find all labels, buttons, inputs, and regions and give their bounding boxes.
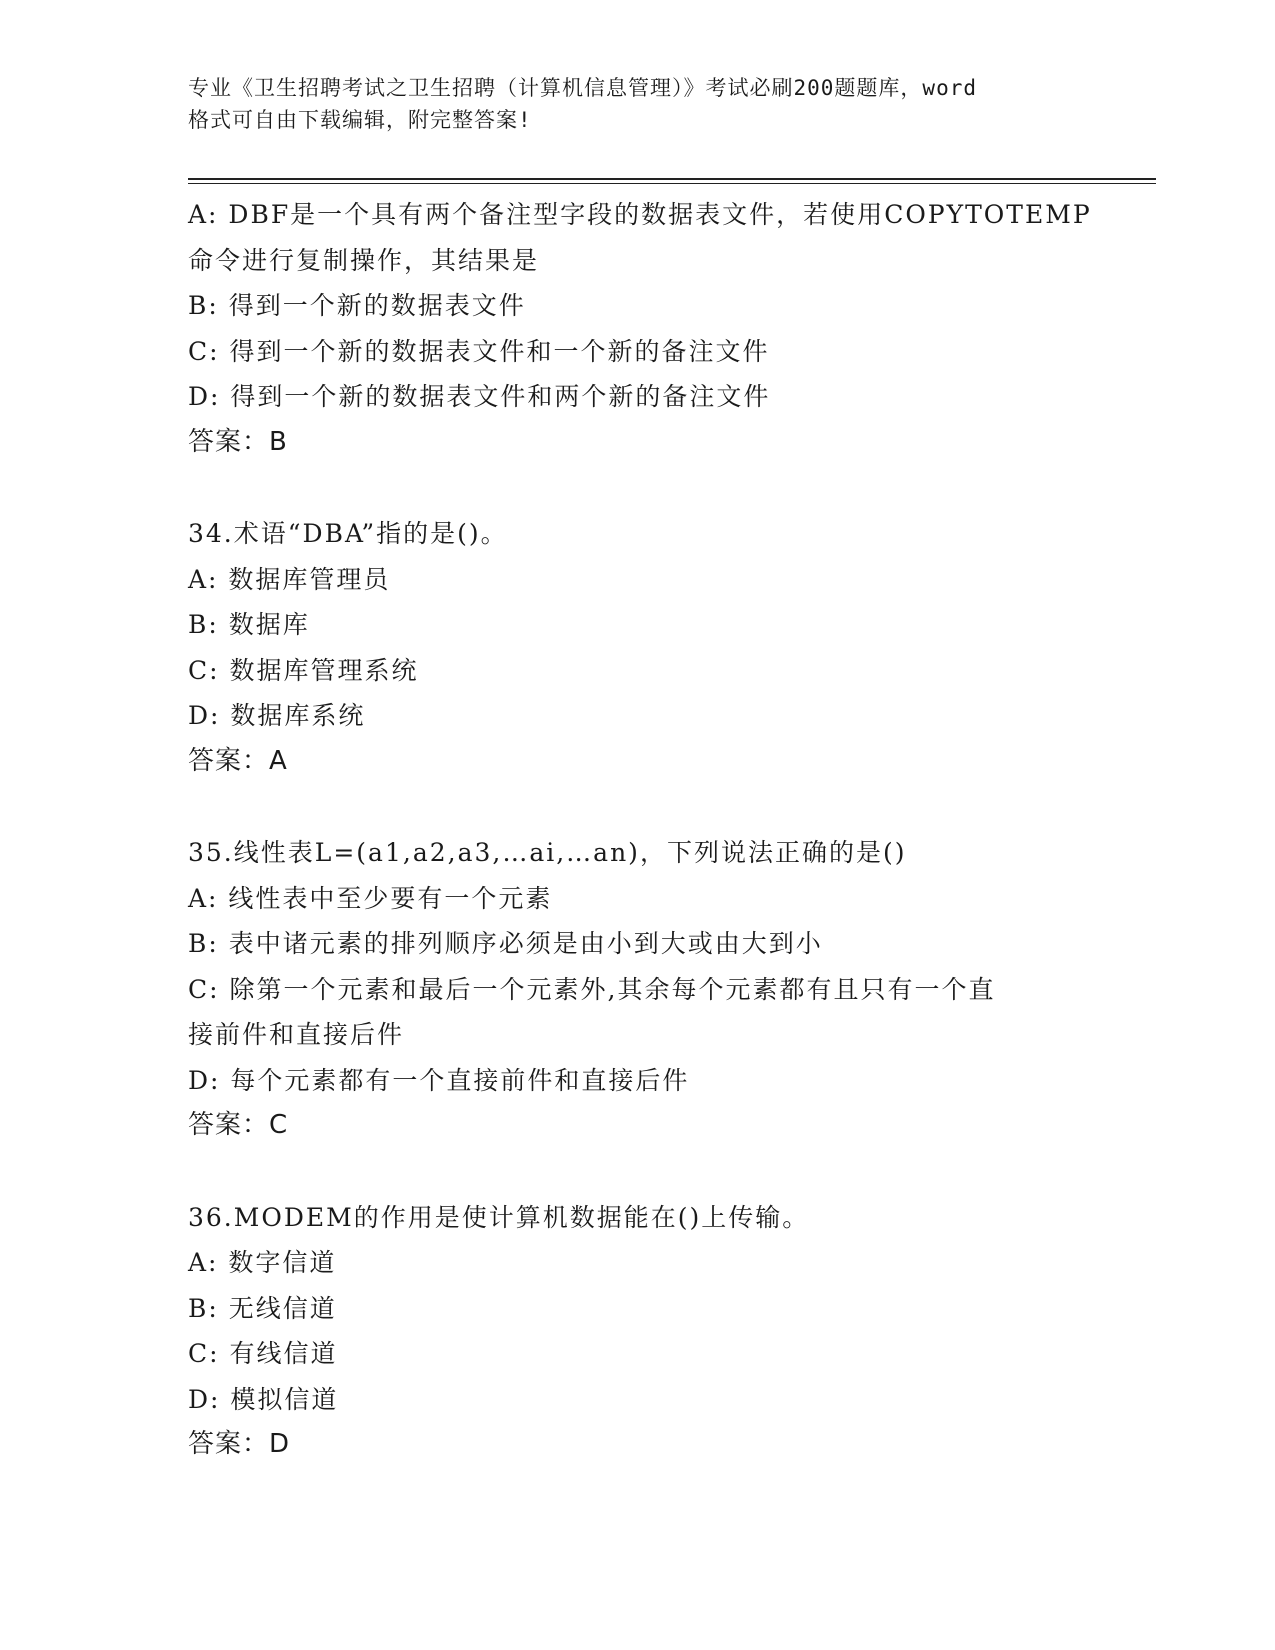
header-line-2: 格式可自由下载编辑，附完整答案! — [188, 108, 532, 132]
option-d: D: 得到一个新的数据表文件和两个新的备注文件 — [188, 382, 771, 411]
answer-label: 答案：C — [188, 1110, 289, 1140]
header-divider-thick — [188, 178, 1156, 180]
question-stem: 34.术语“DBA”指的是()。 — [188, 519, 508, 548]
header-line-1: 专业《卫生招聘考试之卫生招聘（计算机信息管理）》考试必刷200题题库，word — [188, 76, 977, 100]
option-a: A: 数字信道 — [188, 1248, 337, 1277]
option-a-line-2: 命令进行复制操作，其结果是 — [188, 245, 540, 275]
option-b: B: 得到一个新的数据表文件 — [188, 291, 526, 320]
option-a-line-1: A: DBF是一个具有两个备注型字段的数据表文件，若使用COPYTOTEMP — [188, 200, 1092, 229]
option-a: A: 数据库管理员 — [188, 564, 391, 594]
question-36 — [188, 1195, 1088, 1468]
option-b: B: 无线信道 — [188, 1293, 337, 1323]
option-c: C: 有线信道 — [188, 1339, 338, 1368]
option-a: A: 线性表中至少要有一个元素 — [188, 883, 553, 913]
answer-label: 答案：B — [188, 426, 288, 457]
header-divider-thin — [188, 183, 1156, 184]
option-c: C: 得到一个新的数据表文件和一个新的备注文件 — [188, 336, 770, 366]
option-d: D: 模拟信道 — [188, 1384, 339, 1414]
option-d: D: 数据库系统 — [188, 701, 366, 730]
answer-label: 答案：D — [188, 1429, 291, 1459]
document-header — [188, 72, 1088, 136]
answer-label: 答案：A — [188, 745, 288, 776]
option-c: C: 数据库管理系统 — [188, 655, 419, 685]
question-stem: 36.MODEM的作用是使计算机数据能在()上传输。 — [188, 1202, 810, 1232]
option-b: B: 数据库 — [188, 610, 310, 639]
question-35 — [188, 830, 1088, 1149]
option-d: D: 每个元素都有一个直接前件和直接后件 — [188, 1065, 690, 1095]
question-33 — [188, 192, 1092, 465]
option-c-line-2: 接前件和直接后件 — [188, 1020, 405, 1049]
question-stem: 35.线性表L=(a1,a2,a3,…ai,…an)，下列说法正确的是() — [188, 838, 907, 867]
question-34 — [188, 511, 1088, 784]
option-b: B: 表中诸元素的排列顺序必须是由小到大或由大到小 — [188, 929, 823, 958]
option-c-line-1: C: 除第一个元素和最后一个元素外,其余每个元素都有且只有一个直 — [188, 974, 996, 1004]
question-list — [188, 192, 1092, 1468]
